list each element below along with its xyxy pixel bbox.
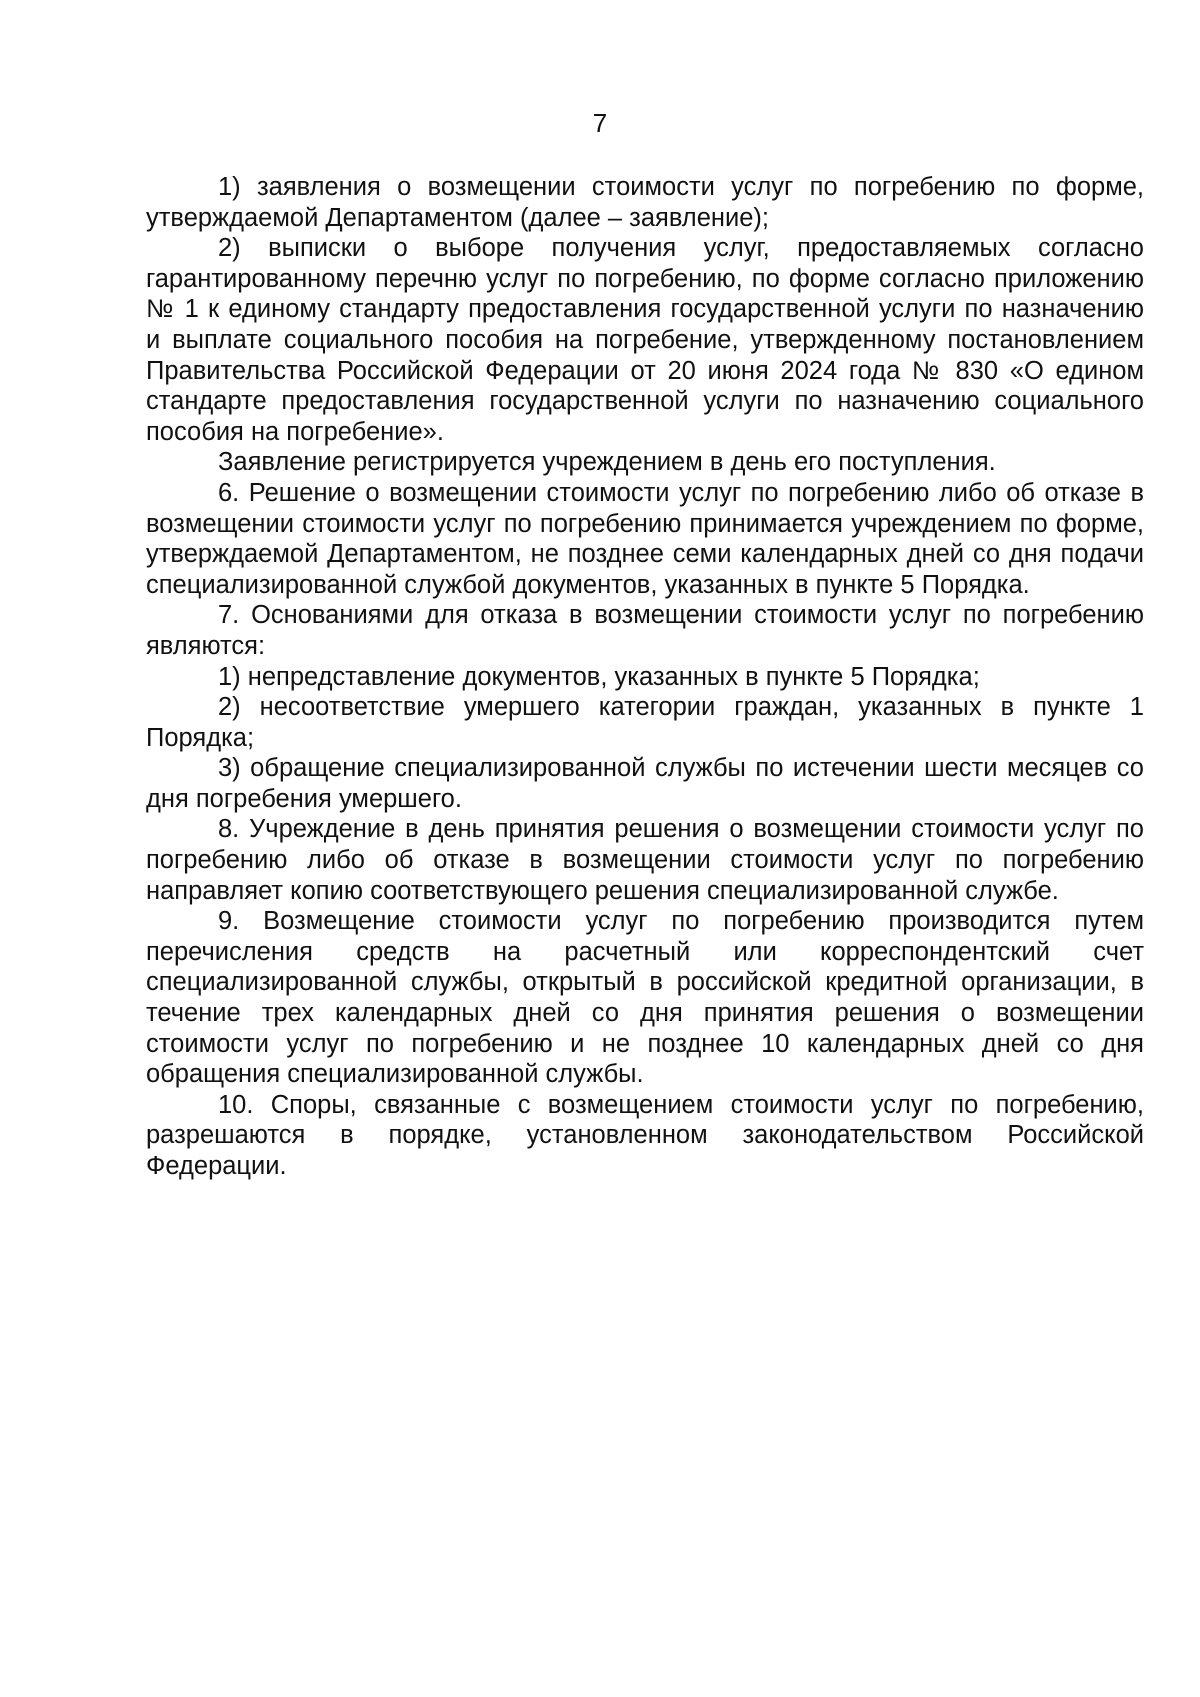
paragraph-clause-7-item-3: 3) обращение специализированной службы по истечении шести месяцев со дня погребения умершего. — [146, 754, 1144, 813]
paragraph-item-2-extract: 2) выписки о выборе получения услуг, предоставляемых согласно гарантированному перечню услуг по погребению, по форме согласно приложению № 1 к единому стандарту предоставления государственной услуги по назначению и выплате социального пособия на погребение, утвержденному постановлением Правительства Российской Федерации от 20 июня 2024 года № 830 «О едином стандарте предоставления государственной услуги по назначению социального пособия на погребение». — [146, 234, 1144, 446]
page-number: 7 — [592, 108, 608, 138]
paragraph-clause-6: 6. Решение о возмещении стоимости услуг по погребению либо об отказе в возмещении стоимости услуг по погребению принимается учреждением по форме, утверждаемой Департаментом, не позднее семи календарных дней со дня подачи специализированной службой документов, указанных в пункте 5 Порядка. — [146, 478, 1144, 599]
paragraph-clause-8: 8. Учреждение в день принятия решения о возмещении стоимости услуг по погребению либо об отказе в возмещении стоимости услуг по погребению направляет копию соответствующего решения специализированной службе. — [146, 815, 1144, 905]
paragraph-application-registration: Заявление регистрируется учреждением в день его поступления. — [218, 448, 996, 477]
paragraph-clause-7-item-1: 1) непредставление документов, указанных в пункте 5 Порядка; — [218, 662, 980, 691]
paragraph-item-1-application: 1) заявления о возмещении стоимости услуг по погребению по форме, утверждаемой Департаментом (далее – заявление); — [146, 173, 1144, 232]
paragraph-clause-9: 9. Возмещение стоимости услуг по погребению производится путем перечисления средств на расчетный или корреспондентский счет специализированной службы, открытый в российской кредитной организации, в течение трех календарных дней со дня принятия решения о возмещении стоимости услуг по погребению и не позднее 10 календарных дней со дня обращения специализированной службы. — [146, 907, 1144, 1089]
document-body — [146, 172, 1144, 1182]
paragraph-clause-7: 7. Основаниями для отказа в возмещении стоимости услуг по погребению являются: — [146, 601, 1144, 660]
paragraph-clause-7-item-2: 2) несоответствие умершего категории граждан, указанных в пункте 1 Порядка; — [146, 693, 1144, 752]
paragraph-clause-10: 10. Споры, связанные с возмещением стоимости услуг по погребению, разрешаются в порядке, установленном законодательством Российской Федерации. — [146, 1090, 1144, 1180]
